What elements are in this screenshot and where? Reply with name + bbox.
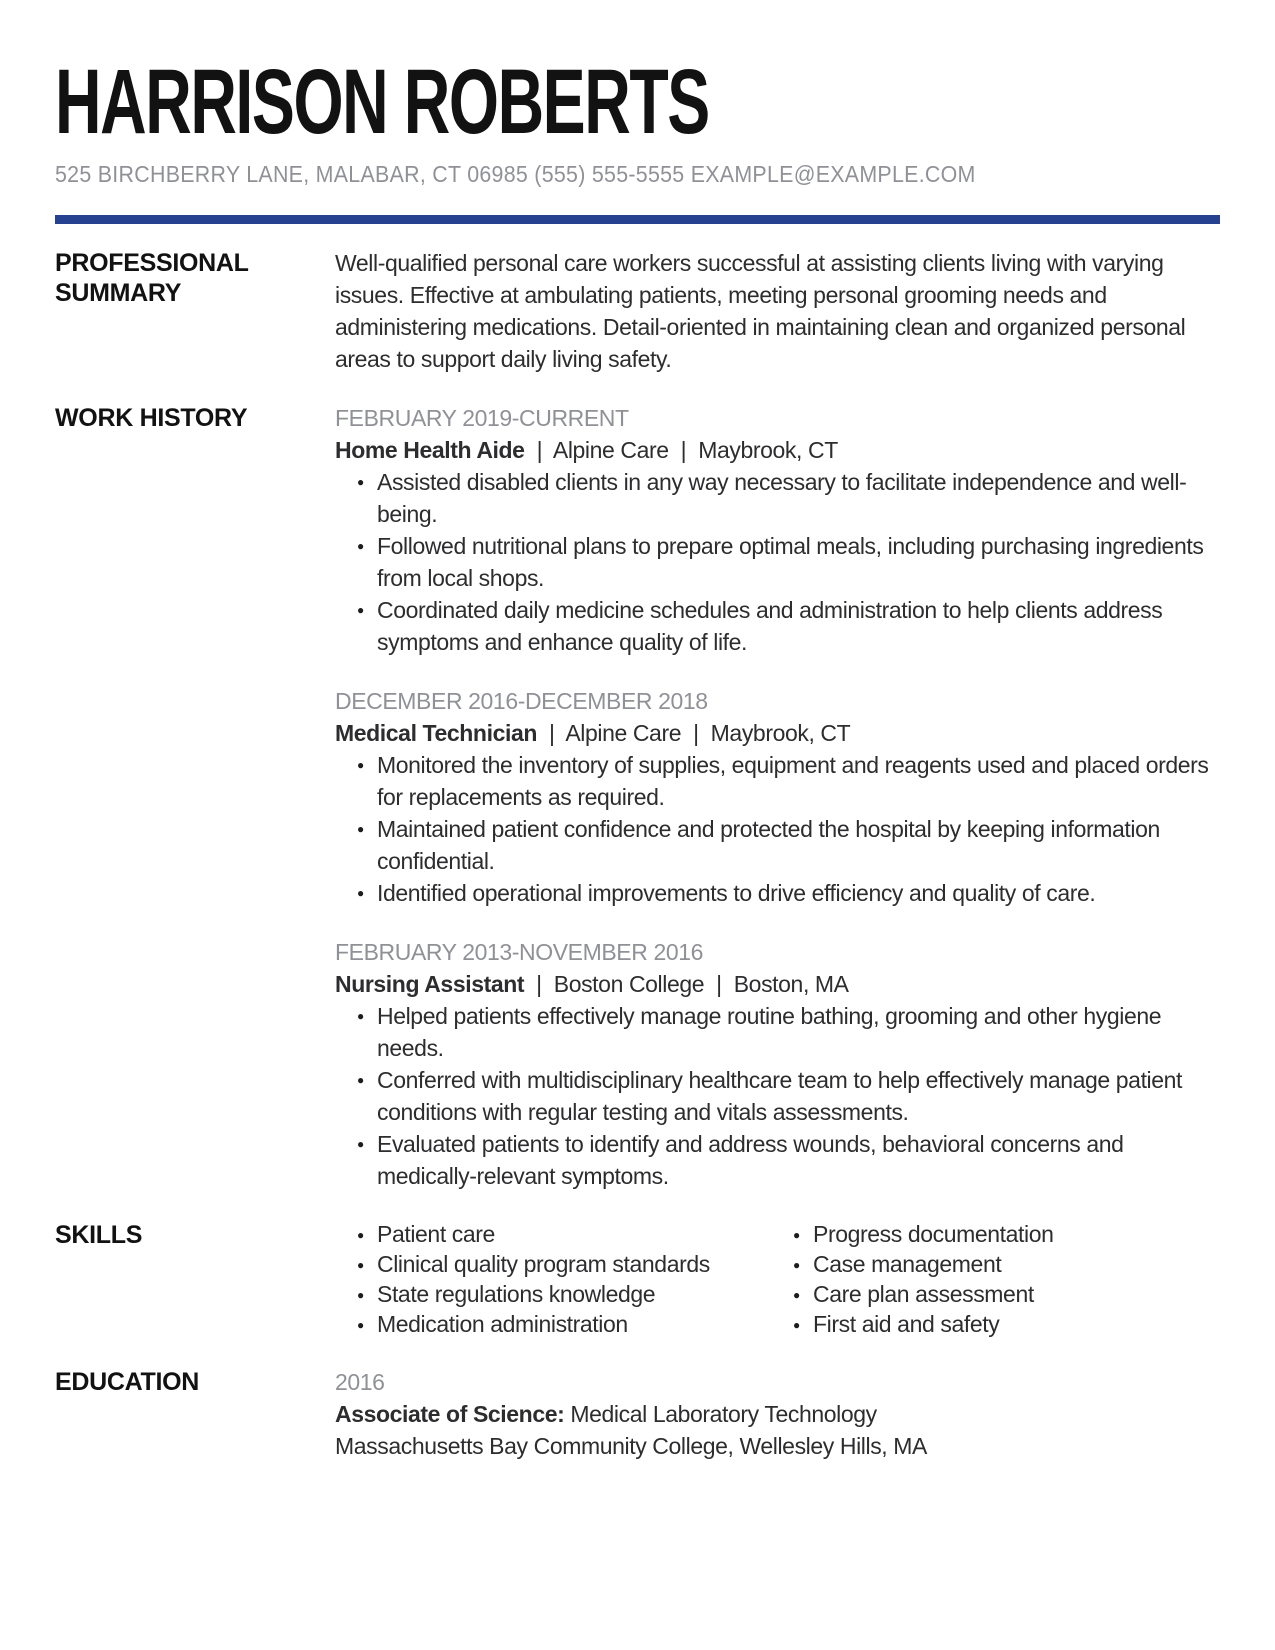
job-bullet: ● Maintained patient confidence and protected the hospital by keeping information confidential.: [335, 813, 1220, 877]
header-divider-rule: [55, 215, 1220, 224]
job-location: Boston, MA: [733, 971, 849, 997]
skills-column-left: [335, 1219, 771, 1339]
separator: |: [549, 720, 555, 746]
skill-item: ● Progress documentation: [771, 1219, 1220, 1249]
separator: |: [716, 971, 722, 997]
job-bullet: ● Conferred with multidisciplinary healthcare team to help effectively manage patient conditions with regular testing and vitals assessments.: [335, 1064, 1220, 1128]
job-bullet-list: [335, 466, 1220, 658]
degree-name: Associate of Science:: [335, 1401, 565, 1427]
skill-item: ● Case management: [771, 1249, 1220, 1279]
education-degree-line: [335, 1398, 1220, 1430]
job-title-line: [335, 434, 1220, 466]
skill-item: ● Patient care: [335, 1219, 771, 1249]
job-location: Maybrook, CT: [698, 437, 838, 463]
job-role: Nursing Assistant: [335, 971, 525, 997]
job-company: Alpine Care: [552, 437, 669, 463]
job-bullet: ● Monitored the inventory of supplies, equipment and reagents used and placed orders for replacements as required.: [335, 749, 1220, 813]
skill-item: ● State regulations knowledge: [335, 1279, 771, 1309]
job-title-line: [335, 717, 1220, 749]
skill-item: ● Care plan assessment: [771, 1279, 1220, 1309]
job-dates: DECEMBER 2016-DECEMBER 2018: [335, 688, 708, 714]
education-section-label: EDUCATION: [55, 1368, 200, 1396]
separator: |: [693, 720, 699, 746]
job-dates: FEBRUARY 2013-NOVEMBER 2016: [335, 939, 704, 965]
skills-section-label: SKILLS: [55, 1221, 143, 1249]
job-role: Medical Technician: [335, 720, 537, 746]
work-history-content: [335, 402, 1220, 1192]
summary-section-label: PROFESSIONAL SUMMARY: [55, 249, 249, 307]
separator: |: [536, 437, 543, 463]
person-name: [55, 51, 1220, 153]
contact-text: 525 BIRCHBERRY LANE, MALABAR, CT 06985 (555) 555-5555 EXAMPLE@EXAMPLE.COM: [55, 161, 976, 187]
job-bullet: ● Identified operational improvements to drive efficiency and quality of care.: [335, 877, 1220, 909]
job-entry: [335, 402, 1220, 658]
job-company: Alpine Care: [565, 720, 682, 746]
separator: |: [680, 437, 687, 463]
work-history-section-label: WORK HISTORY: [55, 404, 248, 432]
skills-content: [335, 1219, 1220, 1339]
separator: |: [536, 971, 542, 997]
degree-field: Medical Laboratory Technology: [570, 1401, 877, 1427]
job-bullet: ● Evaluated patients to identify and address wounds, behavioral concerns and medically-relevant symptoms.: [335, 1128, 1220, 1192]
skills-columns: [335, 1219, 1220, 1339]
job-bullet-list: [335, 1000, 1220, 1192]
job-entry: [335, 685, 1220, 909]
skill-item: ● Medication administration: [335, 1309, 771, 1339]
job-bullet: ● Helped patients effectively manage routine bathing, grooming and other hygiene needs.: [335, 1000, 1220, 1064]
summary-paragraph: Well-qualified personal care workers successful at assisting clients living with varying issues. Effective at ambulating patients, meeting personal grooming needs and administering medications. Detail-oriented in maintaining clean and organized personal areas to support daily living safety.: [335, 250, 1186, 372]
resume-header: [55, 51, 1220, 224]
job-bullet: ● Assisted disabled clients in any way necessary to facilitate independence and well-being.: [335, 466, 1220, 530]
skills-column-right: [771, 1219, 1220, 1339]
skill-item: ● First aid and safety: [771, 1309, 1220, 1339]
section-education: [55, 1366, 1220, 1462]
section-work-history: [55, 402, 1220, 1192]
skill-item: ● Clinical quality program standards: [335, 1249, 771, 1279]
job-location: Maybrook, CT: [710, 720, 851, 746]
job-dates: FEBRUARY 2019-CURRENT: [335, 405, 629, 431]
resume-body: [55, 247, 1220, 1462]
section-professional-summary: [55, 247, 1220, 375]
education-content: [335, 1366, 1220, 1462]
person-name-text: HARRISON ROBERTS: [55, 51, 709, 153]
education-date: 2016: [335, 1369, 385, 1395]
job-company: Boston College: [553, 971, 705, 997]
section-skills: [55, 1219, 1220, 1339]
job-bullet: ● Followed nutritional plans to prepare optimal meals, including purchasing ingredients from local shops.: [335, 530, 1220, 594]
job-title-line: [335, 968, 1220, 1000]
education-school-line: Massachusetts Bay Community College, Wellesley Hills, MA: [335, 1433, 927, 1459]
job-entry: [335, 936, 1220, 1192]
contact-line: [55, 161, 1220, 188]
summary-content: [335, 247, 1220, 375]
job-role: Home Health Aide: [335, 437, 525, 463]
job-bullet-list: [335, 749, 1220, 909]
job-bullet: ● Coordinated daily medicine schedules and administration to help clients address symptoms and enhance quality of life.: [335, 594, 1220, 658]
